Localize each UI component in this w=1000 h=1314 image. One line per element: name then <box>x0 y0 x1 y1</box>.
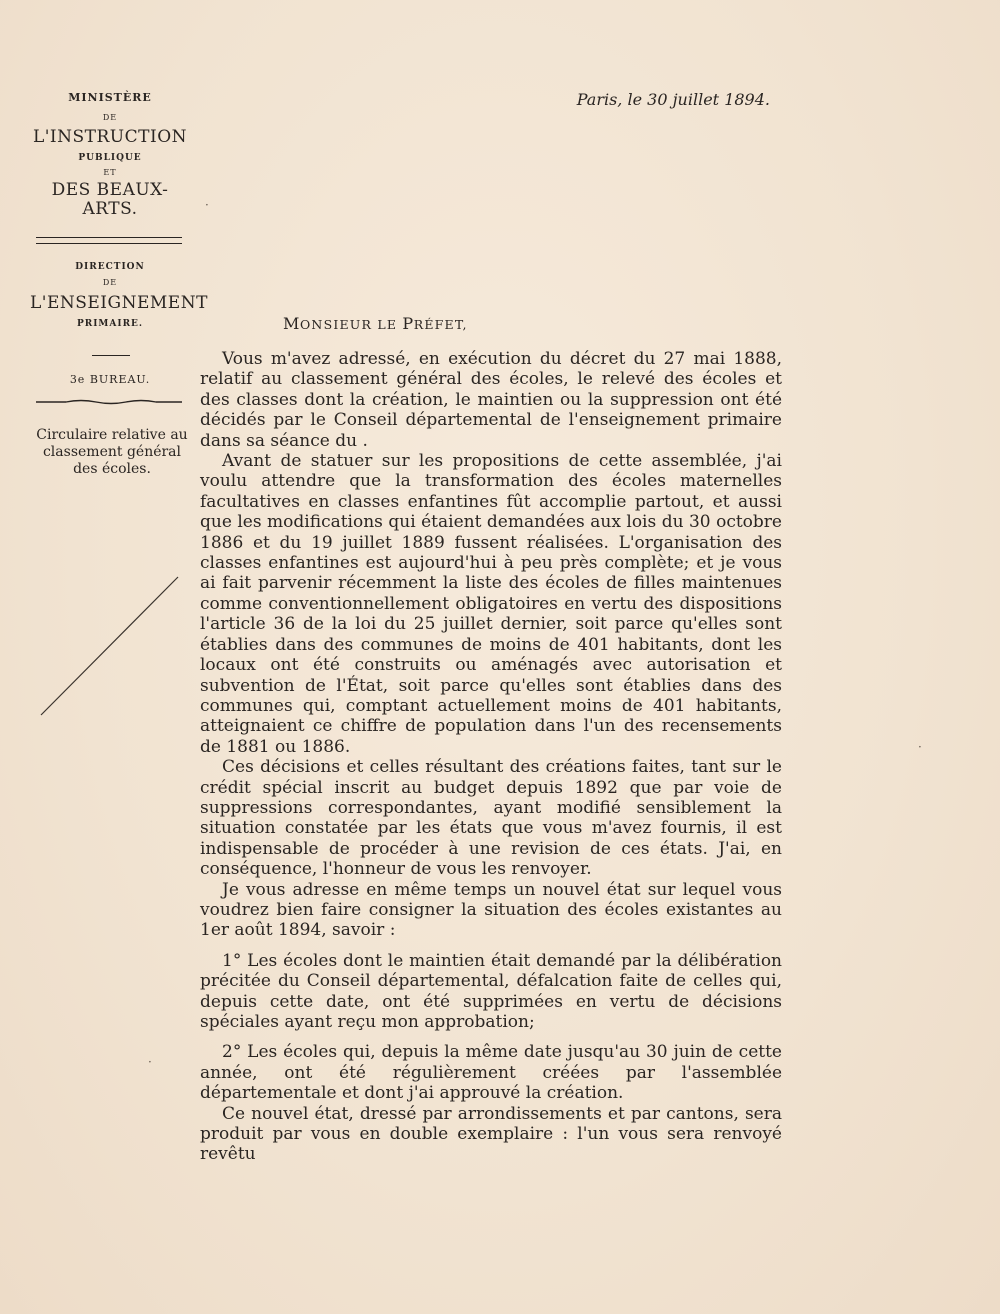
ministry-publique: PUBLIQUE <box>78 153 142 164</box>
ministry-de: DE <box>102 112 118 122</box>
ministry-beaux-arts: DES BEAUX-ARTS. <box>51 179 169 220</box>
paragraph: Ces décisions et celles résultant des créations faites, tant sur le crédit spécial inscrit au budget depuis 1892 que par voie de suppressions correspondantes, ayant modifié sensiblement la situation constatée par les états que vous m'avez fournis, il est indispensable de procéder à une revision de ces états. J'ai, en conséquence, l'honneur de vous les renvoyer. <box>200 757 782 880</box>
salutation-initial: M <box>283 314 300 333</box>
paragraph: 2° Les écoles qui, depuis la même date jusqu'au 30 juin de cette année, ont été régulièrement créées par l'assemblée départementale et dont j'ai approuvé la création. <box>200 1042 782 1104</box>
short-divider <box>92 355 130 356</box>
ministry-instruction: L'INSTRUCTION <box>32 126 188 147</box>
ornamental-divider <box>36 398 182 406</box>
direction-label: DIRECTION <box>75 262 145 272</box>
paper-speck: · <box>205 198 209 212</box>
diagonal-stroke <box>38 575 183 720</box>
paragraph: Avant de statuer sur les propositions de cette assemblée, j'ai voulu attendre que la transformation des écoles maternelles facultatives en classes enfantines fût accomplie partout, et aussi que les modifications qui étaient demandées aux lois du 30 octobre 1886 et du 19 juillet 1889 fussent réalisées. L'organisation des classes enfantines est aujourd'hui à peu près complète; et je vous ai fait parvenir récemment la liste des écoles de filles maintenues comme conventionnellement obligatoires en vertu des dispositions l'article 36 de la loi du 25 juillet dernier, soit parce qu'elles sont établies dans des communes de moins de 401 habitants, dont les locaux ont été construits ou aménagés avec autorisation et subvention de l'État, soit parce qu'elles sont établies dans des communes qui, comptant actuellement moins de 401 habitants, atteignaient ce chiffre de population dans l'un des recensements de 1881 ou 1886. <box>200 451 782 757</box>
subject-note: Circulaire relative au classement général des écoles. <box>36 427 188 477</box>
ministry-label: MINISTÈRE <box>68 91 152 104</box>
paragraph: Ce nouvel état, dressé par arrondissements et par cantons, sera produit par vous en double exemplaire : l'un vous sera renvoyé revêtu <box>200 1103 782 1165</box>
direction-primaire: PRIMAIRE. <box>76 319 144 330</box>
direction-header <box>30 262 208 330</box>
direction-enseignement: L'ENSEIGNEMENT <box>30 292 208 313</box>
double-divider <box>36 237 182 244</box>
paragraph: Vous m'avez adressé, en exécution du décret du 27 mai 1888, relatif au classement général des écoles, le relevé des écoles et des classes dont la création, le maintien ou la suppression ont été décidés par le Conseil départemental de l'enseignement primaire dans sa séance du . <box>200 349 782 451</box>
paragraph: 1° Les écoles dont le maintien était demandé par la délibération précitée du Conseil départemental, défalcation faite de celles qui, depuis cette date, ont été supprimées en vertu de décisions spéciales ayant reçu mon approbation; <box>200 950 782 1032</box>
salutation-part2: RÉFET, <box>413 317 468 332</box>
ministry-et: ET <box>103 167 117 177</box>
salutation <box>283 314 468 333</box>
letter-body <box>200 349 782 1165</box>
salutation-p: P <box>402 314 414 333</box>
paragraph: Je vous adresse en même temps un nouvel état sur lequel vous voudrez bien faire consigner la situation des écoles existantes au 1er août 1894, savoir : <box>200 879 782 941</box>
ministry-header <box>30 92 190 220</box>
salutation-part1: ONSIEUR LE <box>299 317 403 332</box>
paper-speck: · <box>918 740 922 754</box>
letter-date: Paris, le 30 juillet 1894. <box>576 90 770 109</box>
paper-speck: · <box>148 1055 152 1069</box>
direction-de: DE <box>102 278 118 288</box>
bureau-label: 3e BUREAU. <box>69 373 151 386</box>
